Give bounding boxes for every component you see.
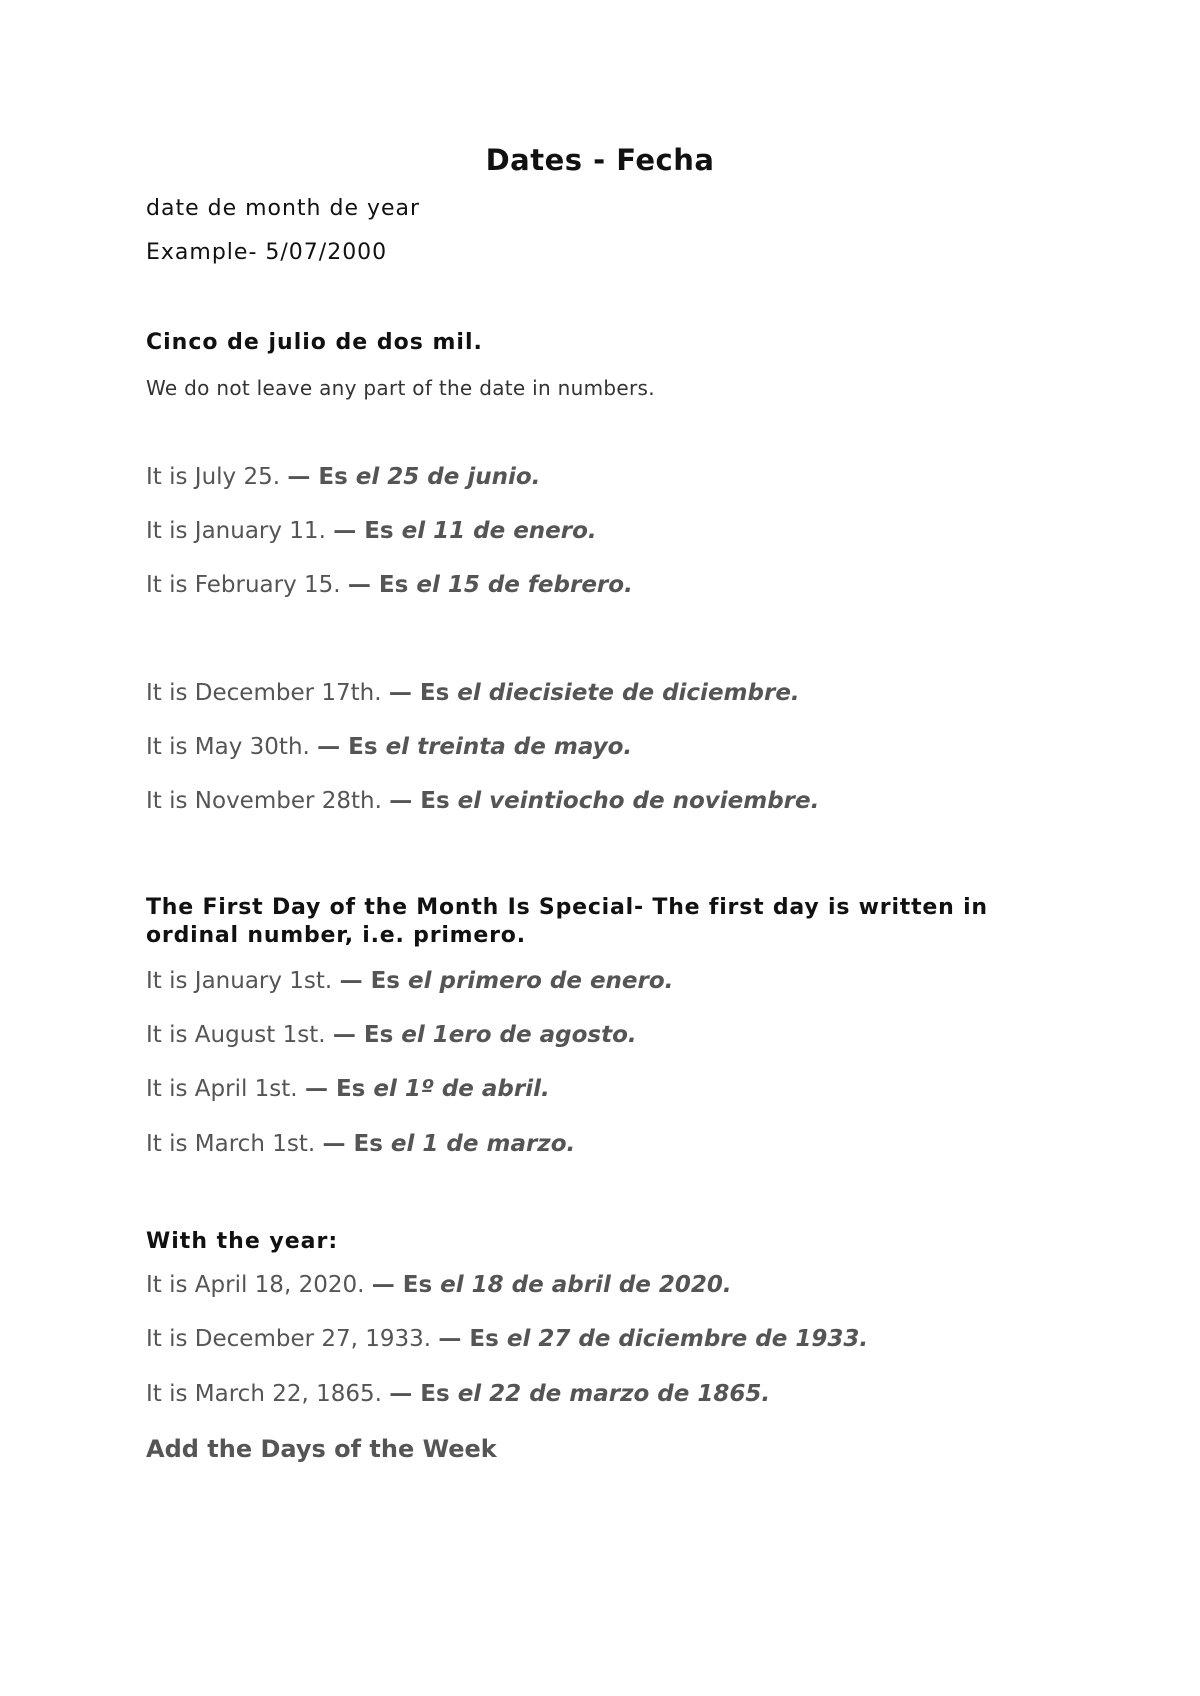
example-line — [146, 1131, 575, 1157]
es-prefix: — Es — [347, 572, 417, 598]
spanish-date: el diecisiete de diciembre. — [457, 680, 800, 706]
spanish-date: el 18 de abril de 2020. — [440, 1272, 732, 1298]
example-line — [146, 680, 800, 706]
english-text: It is January 1st. — [146, 968, 340, 994]
es-prefix: — Es — [287, 464, 356, 490]
es-prefix: — Es — [332, 1022, 402, 1048]
es-prefix: — Es — [389, 788, 458, 814]
example-line — [146, 1326, 868, 1352]
spanish-date: el 15 de febrero. — [416, 572, 633, 598]
es-prefix: — Es — [438, 1326, 507, 1352]
example-line — [146, 734, 632, 760]
spanish-date: el 25 de junio. — [355, 464, 541, 490]
english-text: It is January 11. — [146, 518, 334, 544]
example-line — [146, 518, 597, 544]
spanish-date: el 11 de enero. — [401, 518, 597, 544]
first-day-heading: The First Day of the Month Is Special- The first day is written in ordinal number, i.e. primero. — [146, 895, 988, 948]
example-line — [146, 788, 819, 814]
es-prefix: — Es — [371, 1272, 441, 1298]
english-text: It is December 27, 1933. — [146, 1326, 439, 1352]
es-prefix: — Es — [388, 680, 458, 706]
english-text: It is March 1st. — [146, 1131, 323, 1157]
es-prefix: — Es — [389, 1381, 458, 1407]
example-line — [146, 464, 540, 490]
english-text: It is August 1st. — [146, 1022, 333, 1048]
with-year-heading: With the year: — [146, 1229, 339, 1254]
spanish-date: el 1º de abril. — [373, 1076, 550, 1102]
spanish-date: el 1ero de agosto. — [401, 1022, 637, 1048]
page-title: Dates - Fecha — [485, 143, 715, 177]
date-example: Example- 5/07/2000 — [146, 240, 388, 265]
spanish-date: el veintiocho de noviembre. — [457, 788, 820, 814]
english-text: It is April 18, 2020. — [146, 1272, 372, 1298]
english-text: It is February 15. — [146, 572, 348, 598]
spanish-date: el 1 de marzo. — [390, 1131, 576, 1157]
spelled-example: Cinco de julio de dos mil. — [146, 330, 483, 355]
english-text: It is December 17th. — [146, 680, 389, 706]
english-text: It is November 28th. — [146, 788, 390, 814]
es-prefix: — Es — [317, 734, 386, 760]
spanish-date: el treinta de mayo. — [385, 734, 633, 760]
example-line — [146, 572, 633, 598]
spanish-date: el primero de enero. — [407, 968, 674, 994]
example-line — [146, 968, 673, 994]
example-line — [146, 1076, 550, 1102]
english-text: It is April 1st. — [146, 1076, 305, 1102]
es-prefix: — Es — [304, 1076, 374, 1102]
es-prefix: — Es — [322, 1131, 391, 1157]
date-formula: date de month de year — [146, 196, 421, 221]
example-line — [146, 1022, 637, 1048]
example-line — [146, 1381, 770, 1407]
es-prefix: — Es — [339, 968, 408, 994]
days-of-week-heading: Add the Days of the Week — [146, 1435, 497, 1463]
english-text: It is March 22, 1865. — [146, 1381, 390, 1407]
spanish-date: el 27 de diciembre de 1933. — [506, 1326, 869, 1352]
numbers-note: We do not leave any part of the date in numbers. — [146, 376, 655, 400]
english-text: It is May 30th. — [146, 734, 318, 760]
example-line — [146, 1272, 732, 1298]
es-prefix: — Es — [333, 518, 402, 544]
english-text: It is July 25. — [146, 464, 288, 490]
spanish-date: el 22 de marzo de 1865. — [457, 1381, 771, 1407]
